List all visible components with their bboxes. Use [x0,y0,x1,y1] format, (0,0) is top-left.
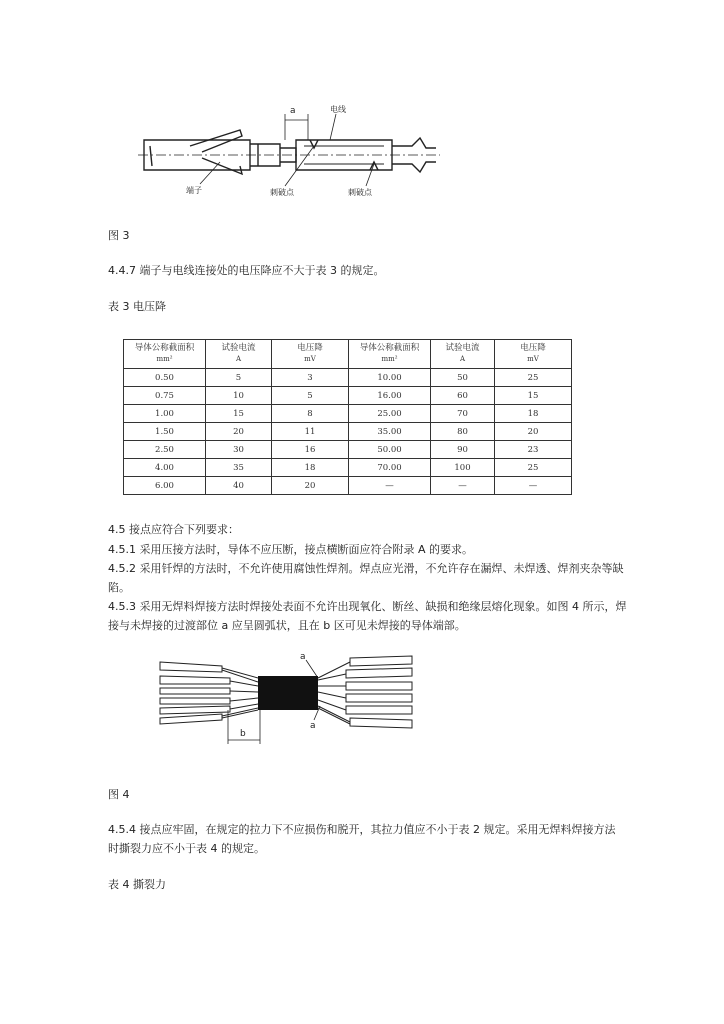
table-cell: 16 [272,441,349,459]
fig3-label-wire: 电线 [330,105,346,114]
table-cell: 25 [495,369,572,387]
clause-4-5-2-line-1: 4.5.2 采用钎焊的方法时，不允许使用腐蚀性焊剂。焊点应光滑，不允许存在漏焊、未焊透、焊剂夹杂等缺 [108,562,624,575]
clause-4-5: 4.5 接点应符合下列要求： [108,523,239,536]
clause-4-5-4-line-2: 时撕裂力应不小于表 4 的规定。 [108,842,265,855]
table-cell: 0.50 [124,369,206,387]
table-4-caption: 表 4 撕裂力 [108,878,166,891]
table-cell: 20 [495,423,572,441]
fig3-label-terminal: 端子 [186,186,202,195]
figure-4-drawing [150,648,420,748]
table-cell: 2.50 [124,441,206,459]
figure-3-drawing [130,100,450,205]
table-cell: 6.00 [124,477,206,495]
table-cell: 5 [206,369,272,387]
header-cell: 试验电流 A [206,340,272,369]
table-cell: 1.50 [124,423,206,441]
table-row [124,459,572,477]
table-row [124,477,572,495]
table-cell: 15 [495,387,572,405]
table-3-caption: 表 3 电压降 [108,300,166,313]
table-cell: 35 [206,459,272,477]
table-header-row [124,340,572,369]
fig3-label-a: a [290,106,296,116]
table-cell: 16.00 [349,387,431,405]
table-cell: 80 [431,423,495,441]
clause-4-5-2-line-2: 陷。 [108,581,130,594]
table-cell: 18 [495,405,572,423]
table-cell: 20 [272,477,349,495]
clause-4-5-3-line-2: 接与未焊接的过渡部位 a 应呈圆弧状，且在 b 区可见未焊接的导体端部。 [108,619,466,632]
table-cell: 10.00 [349,369,431,387]
table-cell: 25.00 [349,405,431,423]
figure-4-caption: 图 4 [108,788,130,801]
table-cell: 60 [431,387,495,405]
voltage-drop-table [123,339,572,495]
table-cell: 3 [272,369,349,387]
fig4-label-a-bottom: a [310,721,316,731]
table-cell: 25 [495,459,572,477]
table-row [124,423,572,441]
table-cell: — [431,477,495,495]
clause-4-5-1: 4.5.1 采用压接方法时，导体不应压断，接点横断面应符合附录 A 的要求。 [108,543,474,556]
table-cell: 4.00 [124,459,206,477]
table-cell: 70.00 [349,459,431,477]
header-cell: 电压降 mV [495,340,572,369]
header-cell: 导体公称截面积 mm² [124,340,206,369]
table-cell: 20 [206,423,272,441]
table-cell: 18 [272,459,349,477]
fig3-label-pierce-1: 刺破点 [270,188,294,197]
table-cell: 0.75 [124,387,206,405]
table-row [124,369,572,387]
table-row [124,441,572,459]
fig4-label-a-top: a [300,652,306,662]
clause-4-4-7: 4.4.7 端子与电线连接处的电压降应不大于表 3 的规定。 [108,264,385,277]
table-cell: 35.00 [349,423,431,441]
table-cell: 8 [272,405,349,423]
fig3-label-pierce-2: 刺破点 [348,188,372,197]
table-row [124,387,572,405]
table-cell: 40 [206,477,272,495]
table-cell: 50 [431,369,495,387]
table-cell: 100 [431,459,495,477]
table-cell: 90 [431,441,495,459]
table-cell: 70 [431,405,495,423]
table-cell: — [495,477,572,495]
header-cell: 试验电流 A [431,340,495,369]
table-cell: 15 [206,405,272,423]
table-cell: 1.00 [124,405,206,423]
table-cell: 10 [206,387,272,405]
clause-4-5-3-line-1: 4.5.3 采用无焊料焊接方法时焊接处表面不允许出现氧化、断丝、缺损和绝缘层熔化现象。如图 4 所示，焊 [108,600,627,613]
clause-4-5-4-line-1: 4.5.4 接点应牢固，在规定的拉力下不应损伤和脱开，其拉力值应不小于表 2 规定。采用无焊料焊接方法 [108,823,616,836]
table-row [124,405,572,423]
table-cell: 50.00 [349,441,431,459]
table-cell: 5 [272,387,349,405]
figure-3-caption: 图 3 [108,229,130,242]
table-cell: 23 [495,441,572,459]
table-cell: — [349,477,431,495]
table-cell: 11 [272,423,349,441]
fig4-label-b: b [240,729,246,739]
header-cell: 电压降 mV [272,340,349,369]
header-cell: 导体公称截面积 mm² [349,340,431,369]
table-cell: 30 [206,441,272,459]
